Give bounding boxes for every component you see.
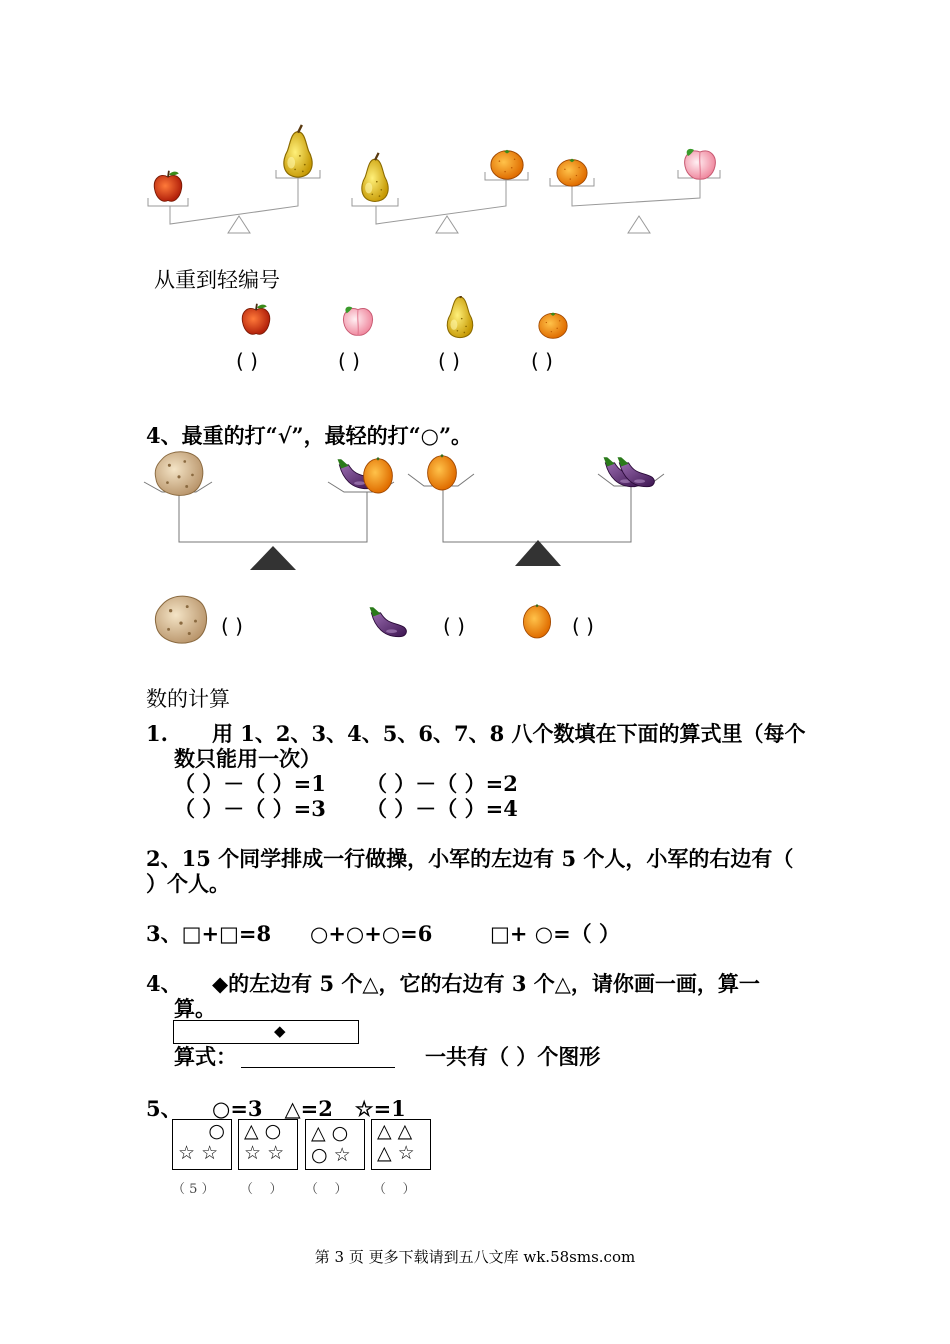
- p2-line1: 2、15 个同学排成一行做操，小军的左边有 5 个人，小军的右边有（: [146, 846, 794, 871]
- p1-eq1[interactable]: （ ）－（ ）=1: [174, 771, 326, 796]
- p1-num: 1.: [146, 721, 168, 746]
- p4-formula-blank[interactable]: [241, 1067, 395, 1068]
- order-paren-4[interactable]: ( ): [531, 349, 553, 373]
- page-footer: 第 3 页 更多下载请到五八文库 wk.58sms.com: [314, 1248, 636, 1266]
- p5-box-4-row2: △ ☆: [377, 1142, 415, 1164]
- p1-line1: 用 1、2、3、4、5、6、7、8 八个数填在下面的算式里（每个: [212, 721, 806, 746]
- p5-box-2-row2: ☆ ☆: [244, 1142, 285, 1164]
- p5-answer-4[interactable]: （ ）: [373, 1182, 416, 1197]
- calc-heading: 数的计算: [146, 687, 230, 711]
- q4-paren-orange[interactable]: ( ): [572, 614, 594, 638]
- p4-line1: ◆的左边有 5 个△，它的右边有 3 个△，请你画一画，算一: [212, 971, 760, 996]
- p1-eq4[interactable]: （ ）－（ ）=4: [366, 796, 518, 821]
- orange-icon: [557, 159, 587, 187]
- p3-part3[interactable]: □+ ○=（ ）: [490, 921, 620, 946]
- p5-answer-3[interactable]: （ ）: [305, 1182, 348, 1197]
- q4-paren-potato[interactable]: ( ): [221, 614, 243, 638]
- p4-num: 4、: [146, 971, 182, 996]
- order-paren-2[interactable]: ( ): [338, 349, 360, 373]
- p5-num: 5、: [146, 1096, 182, 1121]
- p5-box-2-row1: △ ○: [244, 1120, 282, 1142]
- p5-answer-2[interactable]: （ ）: [240, 1182, 283, 1197]
- p5-box-2: [238, 1119, 298, 1170]
- q4-paren-eggplant[interactable]: ( ): [443, 614, 465, 638]
- p5-box-4: [371, 1119, 431, 1170]
- apple-icon: [242, 304, 270, 334]
- p5-legend: ○=3 △=2 ☆=1: [212, 1096, 406, 1121]
- p5-box-4-row1: △ △: [377, 1120, 413, 1142]
- p5-box-3-row2: ○ ☆: [311, 1144, 351, 1166]
- fulcrum-right: [515, 540, 561, 566]
- p1-eq2[interactable]: （ ）－（ ）=2: [366, 771, 518, 796]
- balance-scales-q4: [140, 448, 680, 578]
- q4-answer-icons: [150, 590, 570, 650]
- peach-icon: [685, 149, 716, 179]
- p5-answer-1[interactable]: （ 5 ）: [172, 1182, 215, 1197]
- p5-box-1-row1: ○: [208, 1120, 225, 1142]
- pear-icon: [362, 153, 388, 202]
- orange-icon: [364, 457, 393, 493]
- p5-box-3-row1: △ ○: [311, 1122, 349, 1144]
- orange-icon: [523, 604, 550, 638]
- diamond-icon: ◆: [274, 1022, 286, 1040]
- orange-icon: [428, 454, 457, 490]
- order-paren-3[interactable]: ( ): [438, 349, 460, 373]
- p5-box-3: [305, 1119, 365, 1170]
- p4-formula-label: 算式：: [174, 1044, 237, 1069]
- p3-part1: 3、□+□=8: [146, 921, 272, 946]
- p5-box-1: [172, 1119, 232, 1170]
- p2-line2: ）个人。: [146, 871, 230, 896]
- p1-eq3[interactable]: （ ）－（ ）=3: [174, 796, 326, 821]
- order-label: 从重到轻编号: [154, 268, 280, 292]
- orange-icon: [491, 150, 523, 179]
- peach-icon: [343, 307, 372, 336]
- q4-title: 4、最重的打“√”，最轻的打“○”。: [146, 423, 473, 448]
- potato-icon: [155, 596, 206, 643]
- p4-total[interactable]: 一共有（ ）个图形: [425, 1044, 601, 1069]
- apple-icon: [154, 171, 182, 201]
- pear-icon: [284, 125, 312, 177]
- p1-line2: 数只能用一次）: [174, 746, 321, 771]
- p3-part2: ○+○+○=6: [310, 921, 433, 946]
- potato-icon: [155, 452, 203, 496]
- orange-icon: [539, 313, 567, 339]
- p5-box-1-row2: ☆ ☆: [178, 1142, 219, 1164]
- fulcrum-left: [250, 546, 296, 570]
- pear-icon: [447, 296, 472, 338]
- balance-scales-top: [140, 120, 780, 240]
- p4-drawing-box[interactable]: [173, 1020, 359, 1044]
- order-paren-1[interactable]: ( ): [236, 349, 258, 373]
- p4-line2: 算。: [174, 996, 216, 1021]
- eggplant-icon: [370, 607, 407, 636]
- order-icons: [230, 296, 590, 346]
